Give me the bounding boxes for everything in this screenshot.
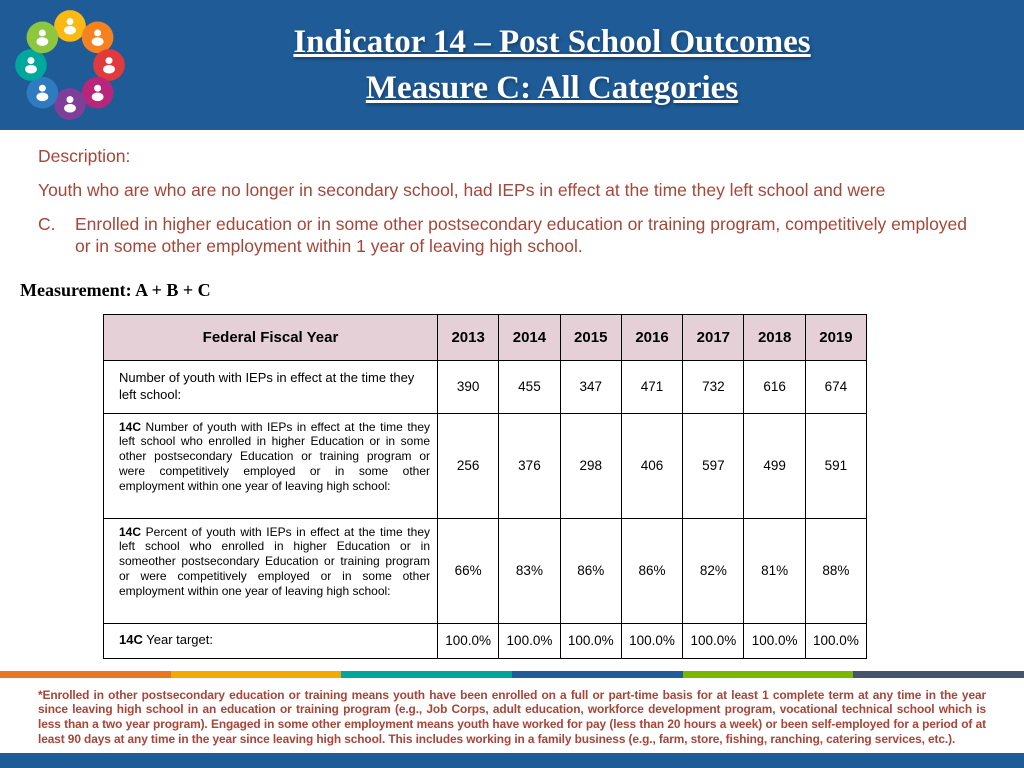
slide-header (0, 0, 1024, 130)
table-cell: 100.0% (560, 623, 621, 658)
year-column-header: 2019 (805, 314, 866, 360)
table-cell: 100.0% (438, 623, 499, 658)
description-item-text: Enrolled in higher education or in some other postsecondary education or training program, competitively employed or in some other employment within 1 year of leaving high school. (75, 213, 968, 256)
stripe-segment (683, 671, 854, 678)
row-label-text: Percent of youth with IEPs in effect at the time they left school who enrolled in higher Education or in someother postsecondary Education or training program or were competitively employed or in some other employment within one year of leaving high school: (119, 524, 430, 598)
year-column-header: 2014 (499, 314, 560, 360)
year-column-header: 2016 (621, 314, 682, 360)
table-container (103, 314, 1024, 659)
footnote: *Enrolled in other postsecondary education or training means youth have been enrolled on a full or part-time basis for at least 1 complete term at any time in the year since leaving high school in an education or training program (e.g., Job Corps, adult education, workforce development program, vocational technical school which is less than a two year program). Engaged in some other employment means youth have worked for pay (less than 20 hours a week) or been self-employed for a period of at least 90 days at any time in the year since leaving high school. This includes working in a family business (e.g., farm, store, fishing, ranching, catering services, etc.). (38, 687, 986, 746)
description-item-c (38, 214, 986, 258)
table-cell: 100.0% (683, 623, 744, 658)
row-label-prefix: 14C (119, 419, 142, 434)
stripe-segment (512, 671, 683, 678)
table-row-14c-target (104, 623, 867, 658)
slide-title-line-2: Measure C: All Categories (365, 70, 739, 106)
year-column-header: 2013 (438, 314, 499, 360)
table-cell: 100.0% (805, 623, 866, 658)
table-cell: 86% (560, 518, 621, 623)
table-cell: 616 (744, 360, 805, 413)
table-row-14c-number (104, 413, 867, 518)
description-intro: Youth who are who are no longer in secondary school, had IEPs in effect at the time they left school and were (38, 179, 886, 200)
table-cell: 100.0% (499, 623, 560, 658)
org-logo-icon (12, 7, 128, 123)
table-row-iep-count (104, 360, 867, 413)
table-cell: 455 (499, 360, 560, 413)
table-cell: 591 (805, 413, 866, 518)
row-label-prefix: 14C (119, 524, 142, 539)
row-label (104, 623, 438, 658)
table-cell: 499 (744, 413, 805, 518)
row-label (104, 360, 438, 413)
accent-stripe (0, 671, 1024, 678)
table-cell: 82% (683, 518, 744, 623)
table-cell: 256 (438, 413, 499, 518)
measurement-formula: Measurement: A + B + C (20, 279, 211, 300)
row-label (104, 413, 438, 518)
table-cell: 100.0% (744, 623, 805, 658)
stripe-segment (853, 671, 1024, 678)
year-column-header: 2017 (683, 314, 744, 360)
stripe-segment (171, 671, 342, 678)
row-label-text: Number of youth with IEPs in effect at the time they left school who enrolled in higher Education or in some other postsecondary Education or training program or were competitively employed or in some other employment within one year of leaving high school: (119, 419, 430, 493)
row-label-prefix: 14C (119, 632, 143, 648)
row-label-text: Year target: (146, 632, 213, 648)
table-cell: 66% (438, 518, 499, 623)
table-cell: 597 (683, 413, 744, 518)
table-cell: 376 (499, 413, 560, 518)
table-cell: 100.0% (621, 623, 682, 658)
table-cell: 298 (560, 413, 621, 518)
column-header-federal-fiscal-year: Federal Fiscal Year (104, 314, 438, 360)
table-cell: 471 (621, 360, 682, 413)
year-column-header: 2015 (560, 314, 621, 360)
table-cell: 674 (805, 360, 866, 413)
table-row-14c-percent (104, 518, 867, 623)
ffy-outcomes-table (103, 314, 867, 659)
year-column-header: 2018 (744, 314, 805, 360)
table-cell: 86% (621, 518, 682, 623)
row-label (104, 518, 438, 623)
description-heading: Description: (38, 146, 131, 166)
slide-title-line-1: Indicator 14 – Post School Outcomes (293, 23, 811, 60)
table-cell: 732 (683, 360, 744, 413)
table-cell: 390 (438, 360, 499, 413)
table-cell: 406 (621, 413, 682, 518)
bottom-bar (0, 753, 1024, 768)
table-header-row (104, 314, 867, 360)
table-cell: 81% (744, 518, 805, 623)
table-cell: 88% (805, 518, 866, 623)
table-cell: 347 (560, 360, 621, 413)
description-block (38, 146, 986, 258)
logo-ring (15, 10, 125, 120)
row-label-text: Number of youth with IEPs in effect at the time they left school: (119, 370, 415, 402)
slide-title (128, 19, 1024, 111)
description-item-letter: C. (38, 213, 56, 234)
table-cell: 83% (499, 518, 560, 623)
stripe-segment (341, 671, 512, 678)
stripe-segment (0, 671, 171, 678)
